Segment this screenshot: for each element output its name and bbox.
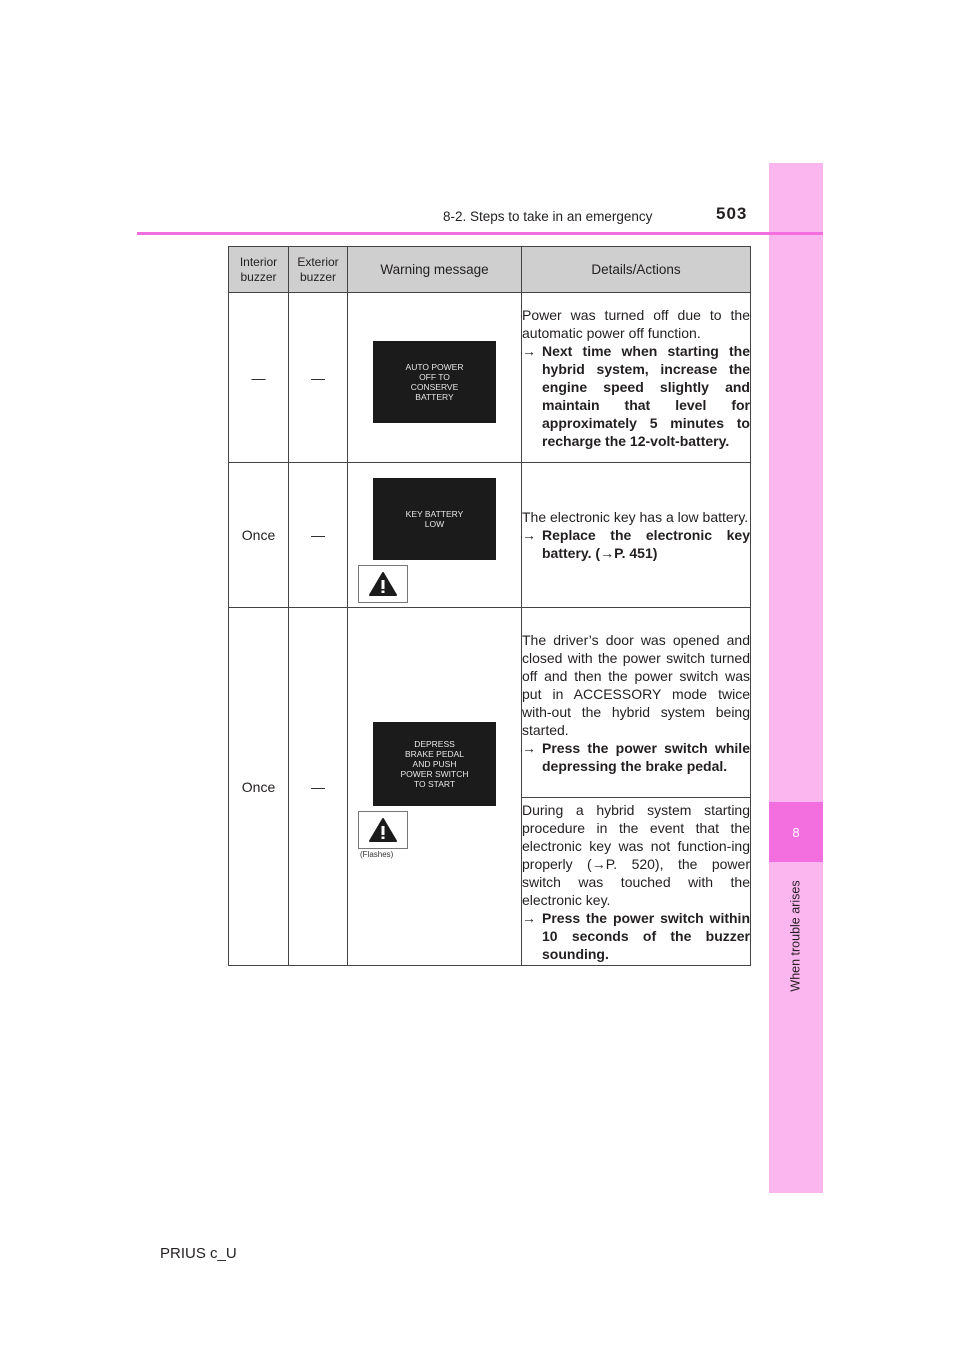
action-text: Press the power switch while depressing the brake pedal. [542,739,750,774]
action-item [522,739,750,775]
flashes-note: (Flashes) [360,850,394,859]
details-text: Power was turned off due to the automatic power off function. [522,306,750,341]
table-row [229,608,751,798]
action-text: Replace the electronic key battery. (→P. 451) [542,527,750,561]
arrow-icon: → [522,909,536,926]
chapter-label [784,866,808,1006]
details-cell [522,463,751,608]
exterior-buzzer-value: — [289,463,348,608]
details-cell [522,798,751,966]
chapter-label-text: When trouble arises [789,880,804,992]
table-row [229,463,751,608]
warning-message-cell [348,608,522,966]
interior-buzzer-value: Once [229,608,289,966]
header-rule [137,232,823,235]
table-row [229,293,751,463]
action-item [522,342,750,450]
details-text: The electronic key has a low battery. [522,509,749,525]
arrow-icon: → [522,342,536,359]
warning-message-cell [348,463,522,608]
details-cell [522,608,751,798]
action-text: Next time when starting the hybrid system, increase the engine speed slightly and maintain that level for approximately 5 minutes to recharge the 12-volt-battery. [542,342,750,449]
page-number: 503 [716,204,748,223]
warning-table [228,246,751,966]
section-title: 8-2. Steps to take in an emergency [443,209,653,224]
interior-buzzer-value: Once [229,463,289,608]
exterior-buzzer-value: — [289,608,348,966]
display-screen-text: KEY BATTERY LOW [405,509,464,529]
col-interior-buzzer: Interior buzzer [229,247,289,293]
display-screen [373,341,496,423]
interior-buzzer-value: — [229,293,289,463]
warning-light-box [358,565,408,603]
action-item [522,526,750,562]
col-warning-message: Warning message [348,247,522,293]
display-screen [373,478,496,560]
warning-triangle-icon [368,571,398,597]
details-text: During a hybrid system starting procedure in the event that the electronic key was not function-ing properly (→P. 520), the power switch was touched with the electronic key. [522,801,750,908]
action-text: Press the power switch within 10 seconds of the buzzer sounding. [542,909,750,962]
table-header-row [229,247,751,293]
arrow-icon: → [522,739,536,756]
display-screen-text: DEPRESS BRAKE PEDAL AND PUSH POWER SWITCH TO START [400,739,469,789]
exterior-buzzer-value: — [289,293,348,463]
warning-light-box [358,811,408,849]
display-screen-text: AUTO POWER OFF TO CONSERVE BATTERY [405,362,464,402]
action-item [522,909,750,963]
footer-model-code: PRIUS c_U [160,1245,237,1262]
details-text: The driver’s door was opened and closed with the power switch turned off and then the power switch was put in ACCESSORY mode twice with-out the hybrid system being started. [522,631,750,738]
details-cell [522,293,751,463]
col-exterior-buzzer: Exterior buzzer [289,247,348,293]
warning-message-cell [348,293,522,463]
warning-triangle-icon [368,817,398,843]
display-screen [373,722,496,806]
chapter-side-tab [769,163,823,1193]
chapter-number: 8 [769,802,823,862]
arrow-icon: → [522,527,536,543]
col-details-actions: Details/Actions [522,247,751,293]
